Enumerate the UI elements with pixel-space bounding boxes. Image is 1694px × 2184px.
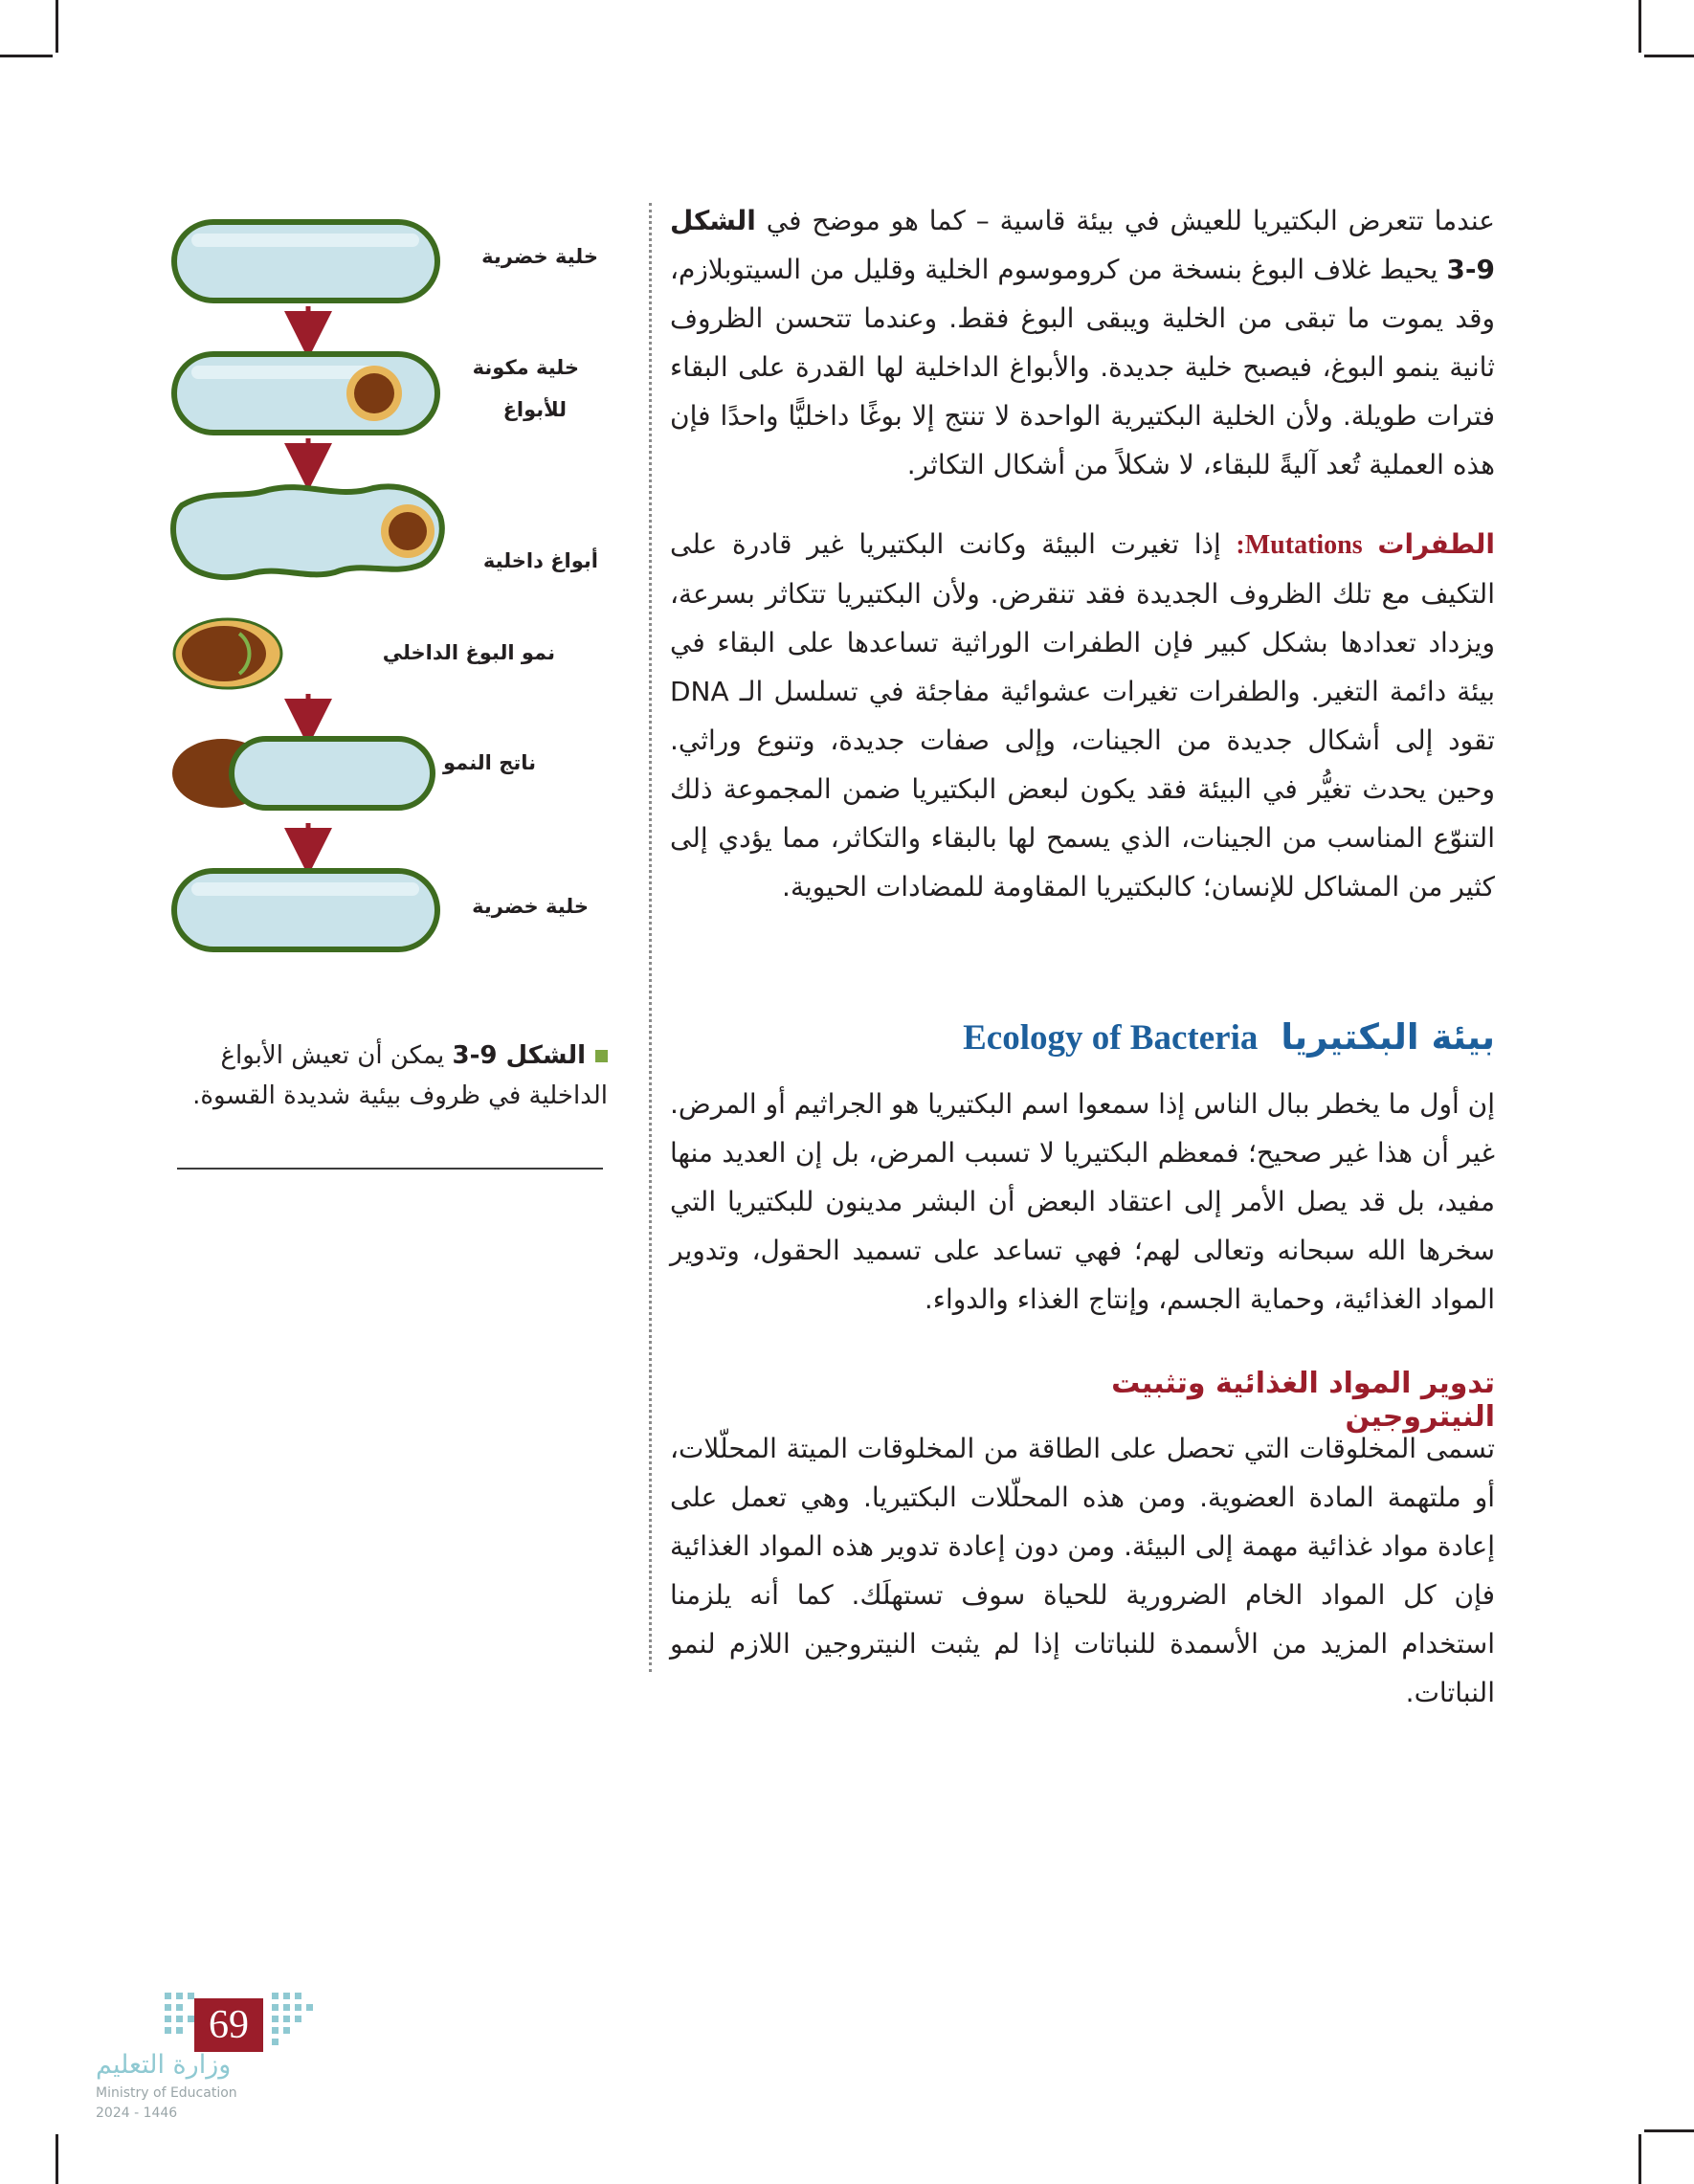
crop-mark-bottom-right-h [1644,2129,1694,2132]
section-heading-ar: بيئة البكتيريا [1281,1016,1495,1058]
crop-mark-top-right-h [1644,55,1694,57]
endospore-figure [153,201,632,967]
mutations-heading-en: Mutations: [1236,530,1363,560]
ministry-name-ar: وزارة التعليم [96,2050,232,2080]
crop-mark-bottom-left-v [56,2134,58,2184]
edition-year: 2024 - 1446 [96,2106,178,2121]
ecology-column [670,1080,1495,1324]
crop-mark-top-left-v [56,0,58,53]
label-vegetative-cell-2: خلية خضرية [472,895,589,918]
subheading-nutrient-cycling: تدوير المواد الغذائية وتثبيت النيتروجين [1111,1367,1495,1434]
label-growth-product: ناتج النمو [442,751,536,774]
paragraph-mutations [670,520,1495,911]
mutations-heading-ar: الطفرات [1377,528,1496,560]
page-number: 69 [194,1998,263,2052]
section-heading-en: Ecology of Bacteria [963,1018,1259,1058]
label-germination: نمو البوغ الداخلي [382,641,555,664]
caption-bullet-icon [595,1050,608,1062]
growth-product-cell [232,739,433,808]
ministry-name-en: Ministry of Education [96,2085,237,2101]
main-text-column [670,196,1495,911]
caption-rule [177,1168,603,1170]
figure-reference: الشكل 9-3 [670,205,1495,285]
caption-text: يمكن أن تعيش الأبواغ الداخلية في ظروف بيئية شديدة القسوة. [192,1041,608,1110]
paragraph-endospores-text-b: يحيط غلاف البوغ بنسخة من كروموسوم الخلية وقليل من السيتوبلازم، وقد يموت ما تبقى من الخلية ويبقى البوغ فقط. وعندما تتحسن الظروف ثانية ينمو البوغ، فيصبح خلية جديدة. والأبواغ الداخلية لها القدرة على البقاء فترات طويلة. ولأن الخلية البكتيرية الواحدة لا تنتج إلا بوغًا داخليًّا واحدًا فإن هذه العملية تُعد آليةً للبقاء، لا شكلاً من أشكال التكاثر. [670,254,1495,480]
caption-figure-ref: الشكل 9-3 [452,1041,586,1070]
crop-mark-top-left-h [0,55,53,57]
label-vegetative-cell-1: خلية خضرية [481,245,598,268]
crop-mark-top-right-v [1638,0,1641,53]
endospore-diagram [153,201,632,967]
paragraph-endospores [670,196,1495,489]
figure-caption [177,1036,608,1116]
paragraph-decomposers: تسمى المخلوقات التي تحصل على الطاقة من المخلوقات الميتة المحلّلات، أو ملتهمة المادة العضوية. ومن هذه المحلّلات البكتيريا. وهي تعمل على إعادة مواد غذائية مهمة إلى البيئة. ومن دون إعادة تدوير هذه المواد الغذائية فإن كل المواد الخام الضرورية للحياة سوف تستهلَك. كما أنه يلزمنا استخدام المزيد من الأسمدة للنباتات إذا لم يثبت النيتروجين اللازم لنمو النباتات. [670,1433,1495,1708]
section-heading-ecology [938,1016,1495,1059]
crop-mark-bottom-right-v [1638,2134,1641,2184]
nutrient-column [670,1424,1495,1717]
label-spore-forming-2: للأبواغ [502,398,567,421]
paragraph-endospores-text-a: عندما تتعرض البكتيريا للعيش في بيئة قاسية – كما هو موضح في [766,205,1496,236]
label-spore-forming-1: خلية مكونة [472,356,579,379]
paragraph-ecology: إن أول ما يخطر ببال الناس إذا سمعوا اسم البكتيريا هو الجراثيم أو المرض. غير أن هذا غير صحيح؛ فمعظم البكتيريا لا تسبب المرض، بل إن العديد منها مفيد، بل قد يصل الأمر إلى اعتقاد البعض أن البشر مدينون للبكتيريا التي سخرها الله سبحانه وتعالى لهم؛ فهي تساعد على تسميد الحقول، وتدوير المواد الغذائية، وحماية الجسم، وإنتاج الغذاء والدواء. [669,1088,1495,1315]
label-endospores: أبواغ داخلية [482,549,598,572]
paragraph-mutations-text: إذا تغيرت البيئة وكانت البكتيريا غير قادرة على التكيف مع تلك الظروف الجديدة فقد تنقرض. ولأن البكتيريا تتكاثر بسرعة، ويزداد تعدادها بشكل كبير فإن الطفرات الوراثية تساعدها على البقاء في بيئة دائمة التغير. والطفرات تغيرات عشوائية مفاجئة في تسلسل الـ DNA تقود إلى أشكال جديدة من الجينات، وإلى صفات جديدة، وتنوع وراثي. وحين يحدث تغيُّر في البيئة فقد يكون لبعض البكتيريا ضمن المجموعة ذلك التنوّع المناسب من الجينات، الذي يسمح لها بالبقاء والتكاثر، مما يؤدي إلى كثير من المشاكل للإنسان؛ كالبكتيريا المقاومة للمضادات الحيوية. [670,528,1495,903]
column-divider [649,203,652,1672]
